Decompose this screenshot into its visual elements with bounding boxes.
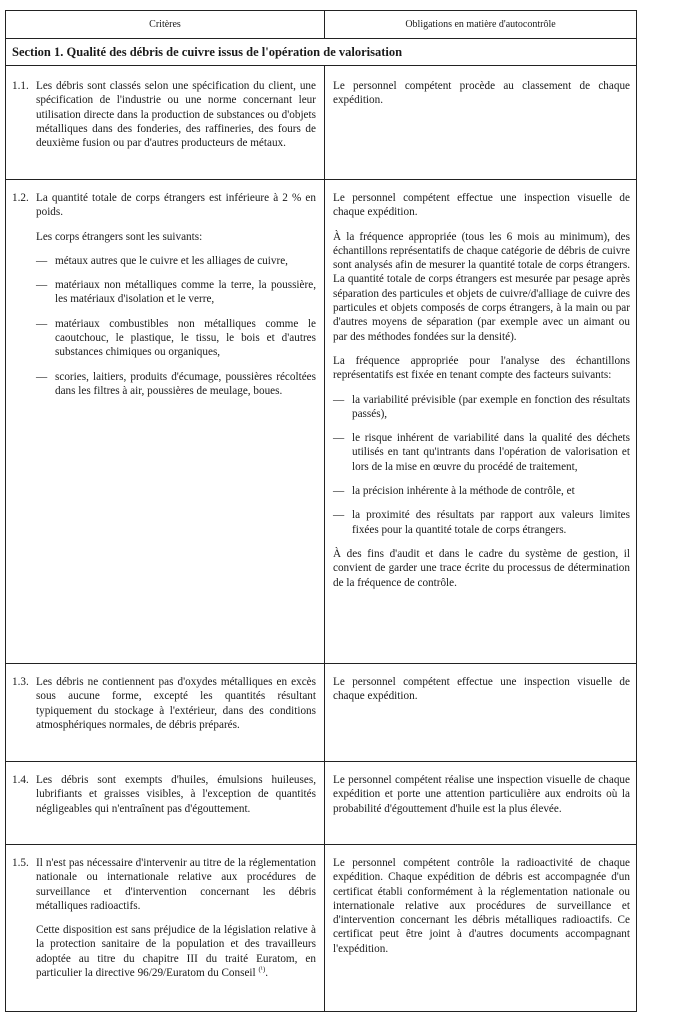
criteria-text: Les débris ne contiennent pas d'oxydes métalliques en excès sous aucune forme, excepté les quantités résultant typiquement du stockage à l'extérieur, dans des conditions atmosphériques normales, de débris préparés. [36,676,316,731]
list-item: — la précision inhérente à la méthode de contrôle, et [333,485,575,498]
obligations-cell [333,191,630,600]
criteria-text: Les débris sont exempts d'huiles, émulsions huileuses, lubrifiants et graisses visibles, à l'exception de quantités négligeables qui n'entraînent pas d'égouttement. [36,774,316,815]
row-number: 1.4. [12,774,29,786]
row-number: 1.2. [12,192,29,204]
list-item: — la variabilité prévisible (par exemple en fonction des résultats passés), [333,393,630,420]
criteria-text: Les débris sont classés selon une spécification du client, une spécification de l'industrie ou une norme concernant leur utilisation directe dans la production de substances ou d'objets métalliques dans des fonderies, des raffineries, des fours de deuxième fusion ou par d'autres producteurs de métaux. [36,80,316,150]
table-row [6,773,316,826]
list-item: — scories, laitiers, produits d'écumage, poussières récoltées dans les filtres à air, poussières de meulage, boues. [36,370,316,397]
header-obligations: Obligations en matière d'autocontrôle [405,19,556,30]
list-item: — matériaux non métalliques comme la terre, la poussière, les matériaux d'isolation et le verre, [36,279,316,306]
list-item: — matériaux combustibles non métalliques comme le caoutchouc, le plastique, le tissu, le bois et d'autres substances chimiques ou organiques, [36,317,316,359]
obligations-cell [333,675,630,714]
obligations-text: La fréquence appropriée pour l'analyse des échantillons représentatifs est fixée en tenant compte des facteurs suivants: [333,354,630,382]
criteria-text: La quantité totale de corps étrangers est inférieure à 2 % en poids. [36,192,316,219]
obligations-text: À des fins d'audit et dans le cadre du système de gestion, il convient de garder une trace écrite du processus de détermination de la fréquence de contrôle. [333,547,630,589]
obligations-cell [333,773,630,826]
obligations-text: Le personnel compétent effectue une inspection visuelle de chaque expédition. [333,192,630,219]
table-header [6,11,636,39]
column-divider [324,66,325,1011]
row-divider [6,663,636,664]
obligations-text: Le personnel compétent réalise une inspection visuelle de chaque expédition et porte une attention particulière aux endroits où la probabilité d'égouttement d'huile est la plus élevée. [333,774,630,815]
table-row [6,79,316,160]
obligations-cell [333,856,630,966]
table-row [6,856,316,990]
row-number: 1.1. [12,80,29,92]
obligations-text: À la fréquence appropriée (tous les 6 mois au minimum), des échantillons représentatifs de chaque catégorie de débris de cuivre sont analysés afin de mesurer la quantité totale de corps étrangers. La quantité totale de corps étrangers est mesurée par pesage après séparation des particules et objets de cuivre/d'alliage de cuivre des particules et objets composés de corps étrangers, à la main ou par d'autres moyens de séparation (par exemple avec un aimant ou par des méthodes fondées sur la densité). [333,230,630,343]
criteria-table [5,10,637,1012]
list-item: — le risque inhérent de variabilité dans la qualité des déchets utilisés en tant qu'intrants dans l'opération de valorisation et lors de la mise en œuvre du procédé de traitement, [333,432,630,473]
column-divider [324,11,325,38]
table-row [6,675,316,742]
obligations-text: Le personnel compétent effectue une inspection visuelle de chaque expédition. [333,676,630,703]
list-item: — la proximité des résultats par rapport aux valeurs limites fixées pour la quantité totale de corps étrangers. [333,509,630,536]
criteria-text: Les corps étrangers sont les suivants: [36,230,203,243]
table-row [6,191,316,408]
footnote-ref: (¹) [258,965,266,974]
row-divider [6,844,636,845]
section-title: Section 1. Qualité des débris de cuivre issus de l'opération de valorisation [12,45,403,59]
obligations-cell [333,79,630,118]
row-number: 1.5. [12,857,29,869]
header-criteria: Critères [149,19,181,30]
criteria-text: Cette disposition est sans préjudice de la législation relative à la protection sanitaire de la population et des travailleurs adoptée au titre du chapitre III du traité Euratom, en particulier la directive 96/29/Euratom du Conseil $^{(^1)}$. [36,924,316,980]
criteria-text: Il n'est pas nécessaire d'intervenir au titre de la réglementation nationale ou internationale relative aux procédures de surveillance et d'intervention concernant les débris métalliques radioactifs. [36,857,316,912]
row-divider [6,761,636,762]
obligations-text: Le personnel compétent contrôle la radioactivité de chaque expédition. Chaque expédition de débris est accompagnée d'un certificat établi conformément à la réglementation nationale ou internationale relative aux procédures de surveillance et d'intervention concernant les débris métalliques radioactifs. Ce certificat peut être joint à d'autres documents accompagnant l'expédition. [333,857,630,955]
row-number: 1.3. [12,676,29,688]
list-item: — métaux autres que le cuivre et les alliages de cuivre, [36,254,288,267]
row-divider [6,179,636,180]
divider [6,65,636,66]
obligations-text: Le personnel compétent procède au classement de chaque expédition. [333,80,630,107]
